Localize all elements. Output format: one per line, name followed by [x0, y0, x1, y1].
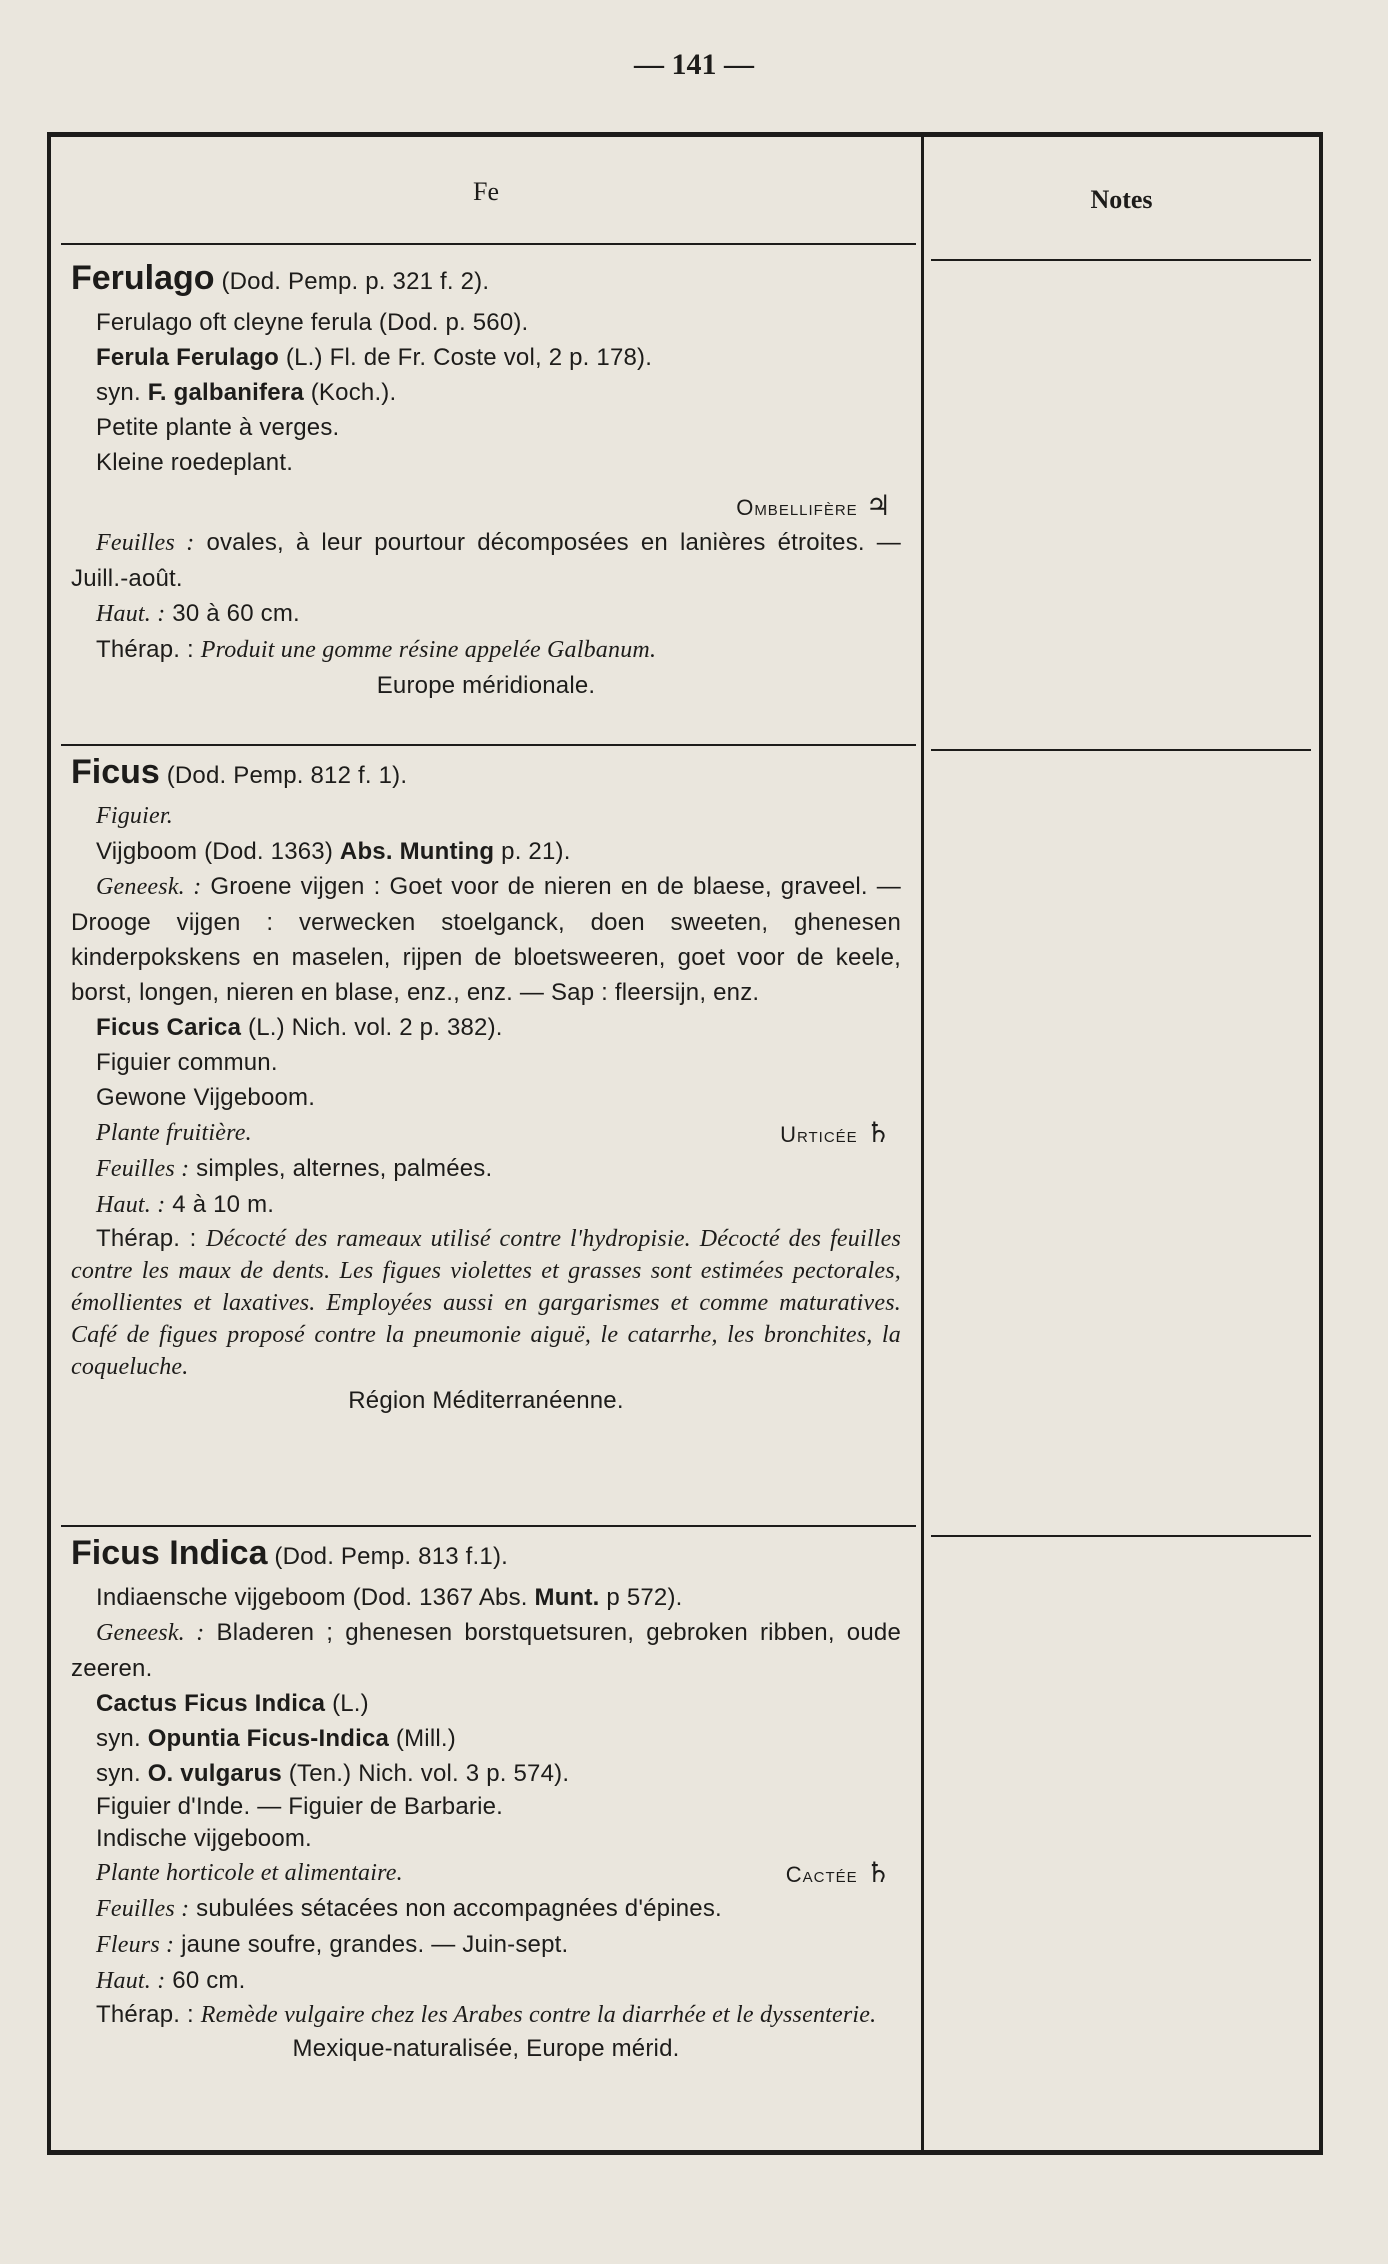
geneesk-paragraph	[71, 869, 901, 1010]
perennial-symbol-icon: ♃	[865, 489, 891, 522]
text-line: Figuier commun.	[96, 1049, 278, 1076]
text-line	[71, 834, 901, 869]
plante-type: Plante horticole et alimentaire.	[96, 1860, 403, 1886]
text-segment: Indiaensche vijgeboom (Dod. 1367 Abs.	[96, 1584, 535, 1611]
fleurs-label: Fleurs :	[96, 1932, 175, 1958]
text-segment: Vijgboom (Dod. 1363)	[96, 838, 340, 865]
feuilles-text: ovales, à leur pourtour décomposées en lanières étroites. — Juill.-août.	[71, 529, 901, 592]
text-line	[71, 340, 901, 375]
therap-text: Remède vulgaire chez les Arabes contre la diarrhée et le dyssenterie.	[200, 2002, 877, 2028]
species-name: Cactus Ficus Indica	[96, 1690, 326, 1717]
geneesk-paragraph	[71, 1615, 901, 1686]
feuilles-label: Feuilles :	[96, 530, 195, 556]
family-name: Urticée	[780, 1122, 858, 1147]
genus-line	[71, 1530, 901, 1580]
synonym-name: Opuntia Ficus-Indica	[147, 1725, 390, 1752]
genus-name: Ficus	[71, 753, 160, 791]
therap-label: Thérap. :	[96, 636, 201, 663]
text-line: Kleine roedeplant.	[96, 449, 294, 476]
column-header-notes: Notes	[1090, 185, 1153, 214]
entry-ficus-indica	[71, 1530, 901, 2066]
column-divider	[921, 137, 924, 2150]
species-name: Ferula Ferulago	[96, 344, 280, 371]
text-segment: p 572).	[599, 1584, 683, 1611]
feuilles-text: simples, alternes, palmées.	[189, 1155, 493, 1182]
feuilles-text: subulées sétacées non accompagnées d'épines.	[189, 1895, 722, 1922]
family-line	[71, 488, 901, 525]
author-name: Abs. Munting	[339, 838, 495, 865]
text-line: Petite plante à verges.	[96, 414, 340, 441]
region-line: Mexique-naturalisée, Europe mérid.	[292, 2035, 680, 2062]
text-line	[71, 1721, 901, 1756]
text-line: Figuier d'Inde. — Figuier de Barbarie.	[96, 1793, 504, 1820]
synonym-name: O. vulgarus	[147, 1760, 282, 1787]
page-number: — 141 —	[634, 48, 754, 81]
feuilles-label: Feuilles :	[96, 1896, 190, 1922]
syn-prefix: syn.	[96, 379, 148, 406]
plante-family-line	[71, 1115, 901, 1151]
species-reference: (L.) Fl. de Fr. Coste vol, 2 p. 178).	[279, 344, 653, 371]
text-line: Ferulago oft cleyne ferula (Dod. p. 560).	[96, 309, 529, 336]
feuilles-label: Feuilles :	[96, 1156, 190, 1182]
haut-label: Haut. :	[96, 601, 166, 627]
haut-text: 4 à 10 m.	[165, 1191, 275, 1218]
entry-ferulago	[71, 255, 901, 703]
entry-rule-left-1	[61, 744, 916, 746]
genus-name: Ficus Indica	[71, 1534, 268, 1572]
text-line: Gewone Vijgeboom.	[96, 1084, 316, 1111]
syn-prefix: syn.	[96, 1725, 148, 1752]
text-line	[71, 375, 901, 410]
therap-line	[71, 632, 901, 668]
fleurs-text: jaune soufre, grandes. — Juin-sept.	[174, 1931, 569, 1958]
synonym-reference: (Ten.) Nich. vol. 3 p. 574).	[281, 1760, 570, 1787]
text-line	[71, 1756, 901, 1791]
haut-label: Haut. :	[96, 1968, 166, 1994]
entry-rule-left-2	[61, 1525, 916, 1527]
synonym-reference: (Mill.)	[389, 1725, 456, 1752]
species-reference: (L.)	[325, 1690, 369, 1717]
family-group	[786, 1855, 891, 1892]
text-line	[71, 1010, 901, 1045]
text-line: Indische vijgeboom.	[96, 1825, 312, 1852]
plante-type: Plante fruitière.	[96, 1120, 252, 1146]
synonym-reference: (Koch.).	[303, 379, 397, 406]
feuilles-line	[71, 525, 901, 596]
fleurs-line	[71, 1927, 901, 1963]
genus-reference: (Dod. Pemp. p. 321 f. 2).	[221, 268, 490, 295]
haut-text: 30 à 60 cm.	[165, 600, 300, 627]
plante-family-line	[71, 1855, 901, 1891]
geneesk-text: Bladeren ; ghenesen borstquetsuren, gebroken ribben, oude zeeren.	[71, 1619, 901, 1682]
family-name: Ombellifère	[736, 495, 858, 520]
haut-line	[71, 1963, 901, 1999]
entry-rule-right-2	[931, 1535, 1311, 1537]
region-line: Europe méridionale.	[376, 672, 596, 699]
feuilles-line	[71, 1891, 901, 1927]
woody-symbol-icon: ♄	[865, 1116, 891, 1149]
geneesk-label: Geneesk. :	[96, 874, 202, 900]
header-rule-left	[61, 243, 916, 245]
geneesk-text: Groene vijgen : Goet voor de nieren en de blaese, graveel. — Drooge vijgen : verwecken stoelganck, doen sweeten, ghenesen kinderpokskens en maselen, rijpen de bloetsweeren, goet voor de keele, borst, longen, nieren en blase, enz., enz. — Sap : fleersijn, enz.	[71, 873, 902, 1006]
entry-rule-right-1	[931, 749, 1311, 751]
geneesk-label: Geneesk. :	[96, 1620, 205, 1646]
syn-prefix: syn.	[96, 1760, 148, 1787]
text-segment: p. 21).	[494, 838, 571, 865]
text-line	[71, 1580, 901, 1615]
feuilles-line	[71, 1151, 901, 1187]
text-line	[71, 1686, 901, 1721]
text-line: Figuier.	[96, 803, 173, 829]
header-rule-right	[931, 259, 1311, 261]
haut-text: 60 cm.	[165, 1967, 246, 1994]
synonym-name: F. galbanifera	[147, 379, 304, 406]
entry-ficus	[71, 749, 901, 1418]
therap-label: Thérap. :	[96, 1225, 207, 1252]
genus-line	[71, 749, 901, 799]
haut-line	[71, 596, 901, 632]
genus-reference: (Dod. Pemp. 812 f. 1).	[166, 762, 408, 789]
genus-reference: (Dod. Pemp. 813 f.1).	[274, 1543, 509, 1570]
woody-symbol-icon: ♄	[865, 1856, 891, 1889]
column-header-fe: Fe	[473, 177, 499, 206]
author-name: Munt.	[534, 1584, 600, 1611]
therap-label: Thérap. :	[96, 2001, 201, 2028]
species-name: Ficus Carica	[96, 1014, 242, 1041]
genus-name: Ferulago	[71, 259, 215, 297]
therap-paragraph	[71, 1223, 901, 1383]
table-frame	[47, 132, 1323, 2155]
genus-line	[71, 255, 901, 305]
haut-label: Haut. :	[96, 1192, 166, 1218]
therap-paragraph	[71, 1999, 901, 2031]
therap-text: Décocté des rameaux utilisé contre l'hydropisie. Décocté des feuilles contre les maux de dents. Les figues violettes et grasses sont estimées pectorales, émollientes et laxatives. Employées aussi en gargarismes et comme maturatives. Café de figues proposé contre la pneumonie aiguë, le catarrhe, les bronchites, la coqueluche.	[71, 1226, 901, 1380]
therap-text: Produit une gomme résine appelée Galbanum.	[200, 637, 657, 663]
species-reference: (L.) Nich. vol. 2 p. 382).	[241, 1014, 503, 1041]
family-group	[780, 1115, 891, 1152]
haut-line	[71, 1187, 901, 1223]
region-line: Région Méditerranéenne.	[348, 1387, 624, 1414]
family-name: Cactée	[785, 1862, 858, 1887]
